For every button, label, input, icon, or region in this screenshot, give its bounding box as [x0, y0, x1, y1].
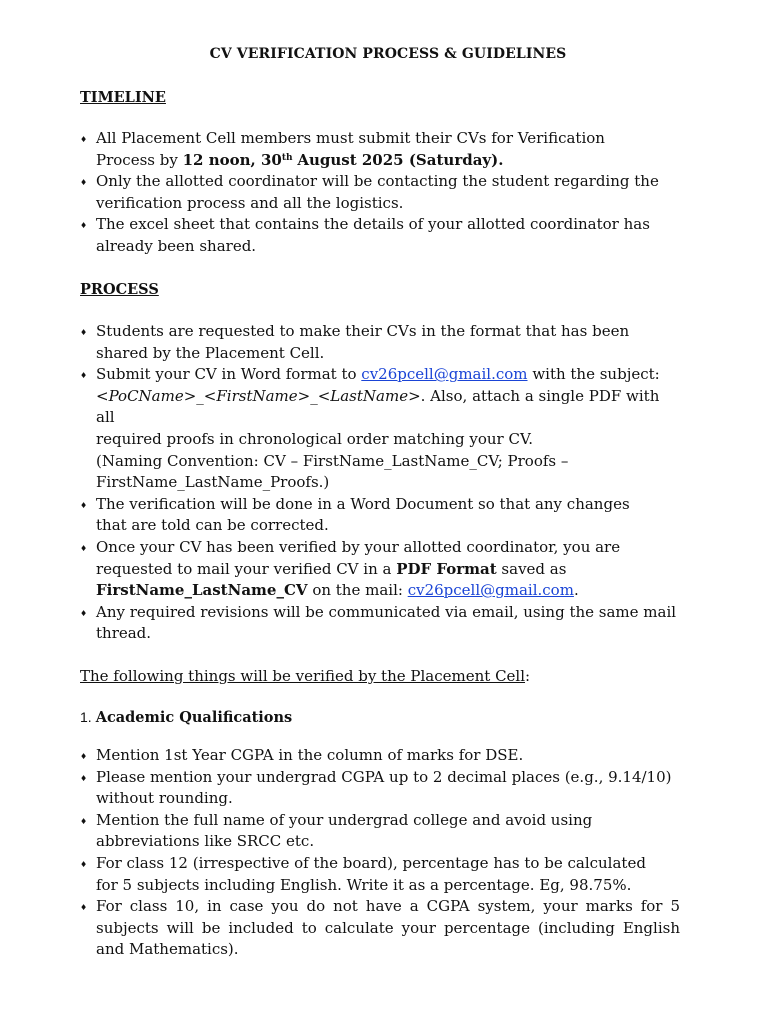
list-item: ♦ The verification will be done in a Word Document so that any changes that are told can be corrected. — [80, 494, 680, 537]
process-list — [80, 321, 680, 645]
academic-list — [80, 745, 680, 961]
timeline-heading: TIMELINE — [80, 89, 166, 106]
list-item: ♦ All Placement Cell members must submit their CVs for Verification Process by 12 noon, 30th August 2025 (Saturday). — [80, 128, 680, 171]
list-item: ♦ Please mention your undergrad CGPA up to 2 decimal places (e.g., 9.14/10) without rounding. — [80, 767, 680, 810]
email-link[interactable]: cv26pcell@gmail.com — [361, 365, 528, 384]
email-link[interactable]: cv26pcell@gmail.com — [407, 581, 574, 600]
list-item: ♦ For class 12 (irrespective of the board), percentage has to be calculated for 5 subjects including English. Write it as a percentage. Eg, 98.75%. — [80, 853, 680, 896]
verification-intro: The following things will be verified by the Placement Cell: — [80, 667, 531, 685]
list-item: ♦ Submit your CV in Word format to cv26pcell@gmail.com with the subject: <PoCName>_<FirstName>_<LastName>. Also, attach a single PDF with all required proofs in chronological order matching your CV. (Naming Convention: CV – FirstName_LastName_CV; Proofs – FirstName_LastName_Proofs.) — [80, 364, 680, 494]
list-item: ♦ Only the allotted coordinator will be contacting the student regarding the verification process and all the logistics. — [80, 171, 680, 214]
list-item: ♦ Mention the full name of your undergrad college and avoid using abbreviations like SRCC etc. — [80, 810, 680, 853]
list-item: ♦ Students are requested to make their CVs in the format that has been shared by the Placement Cell. — [80, 321, 680, 364]
list-item: ♦ Any required revisions will be communicated via email, using the same mail thread. — [80, 602, 680, 645]
list-item: ♦ Mention 1st Year CGPA in the column of marks for DSE. — [80, 745, 680, 767]
list-item: ♦ The excel sheet that contains the details of your allotted coordinator has already been shared. — [80, 214, 680, 257]
document-title: CV VERIFICATION PROCESS & GUIDELINES — [209, 46, 567, 62]
list-item: ♦ Once your CV has been verified by your allotted coordinator, you are requested to mail your verified CV in a PDF Format saved as FirstName_LastName_CV on the mail: cv26pcell@gmail.com. — [80, 537, 680, 602]
list-item: ♦ For class 10, in case you do not have a CGPA system, your marks for 5 subjects will be included to calculate your percentage (including English and Mathematics). — [80, 896, 680, 961]
section-heading-academic: 1. Academic Qualifications — [80, 709, 293, 726]
timeline-list — [80, 128, 680, 258]
process-heading: PROCESS — [80, 281, 159, 298]
